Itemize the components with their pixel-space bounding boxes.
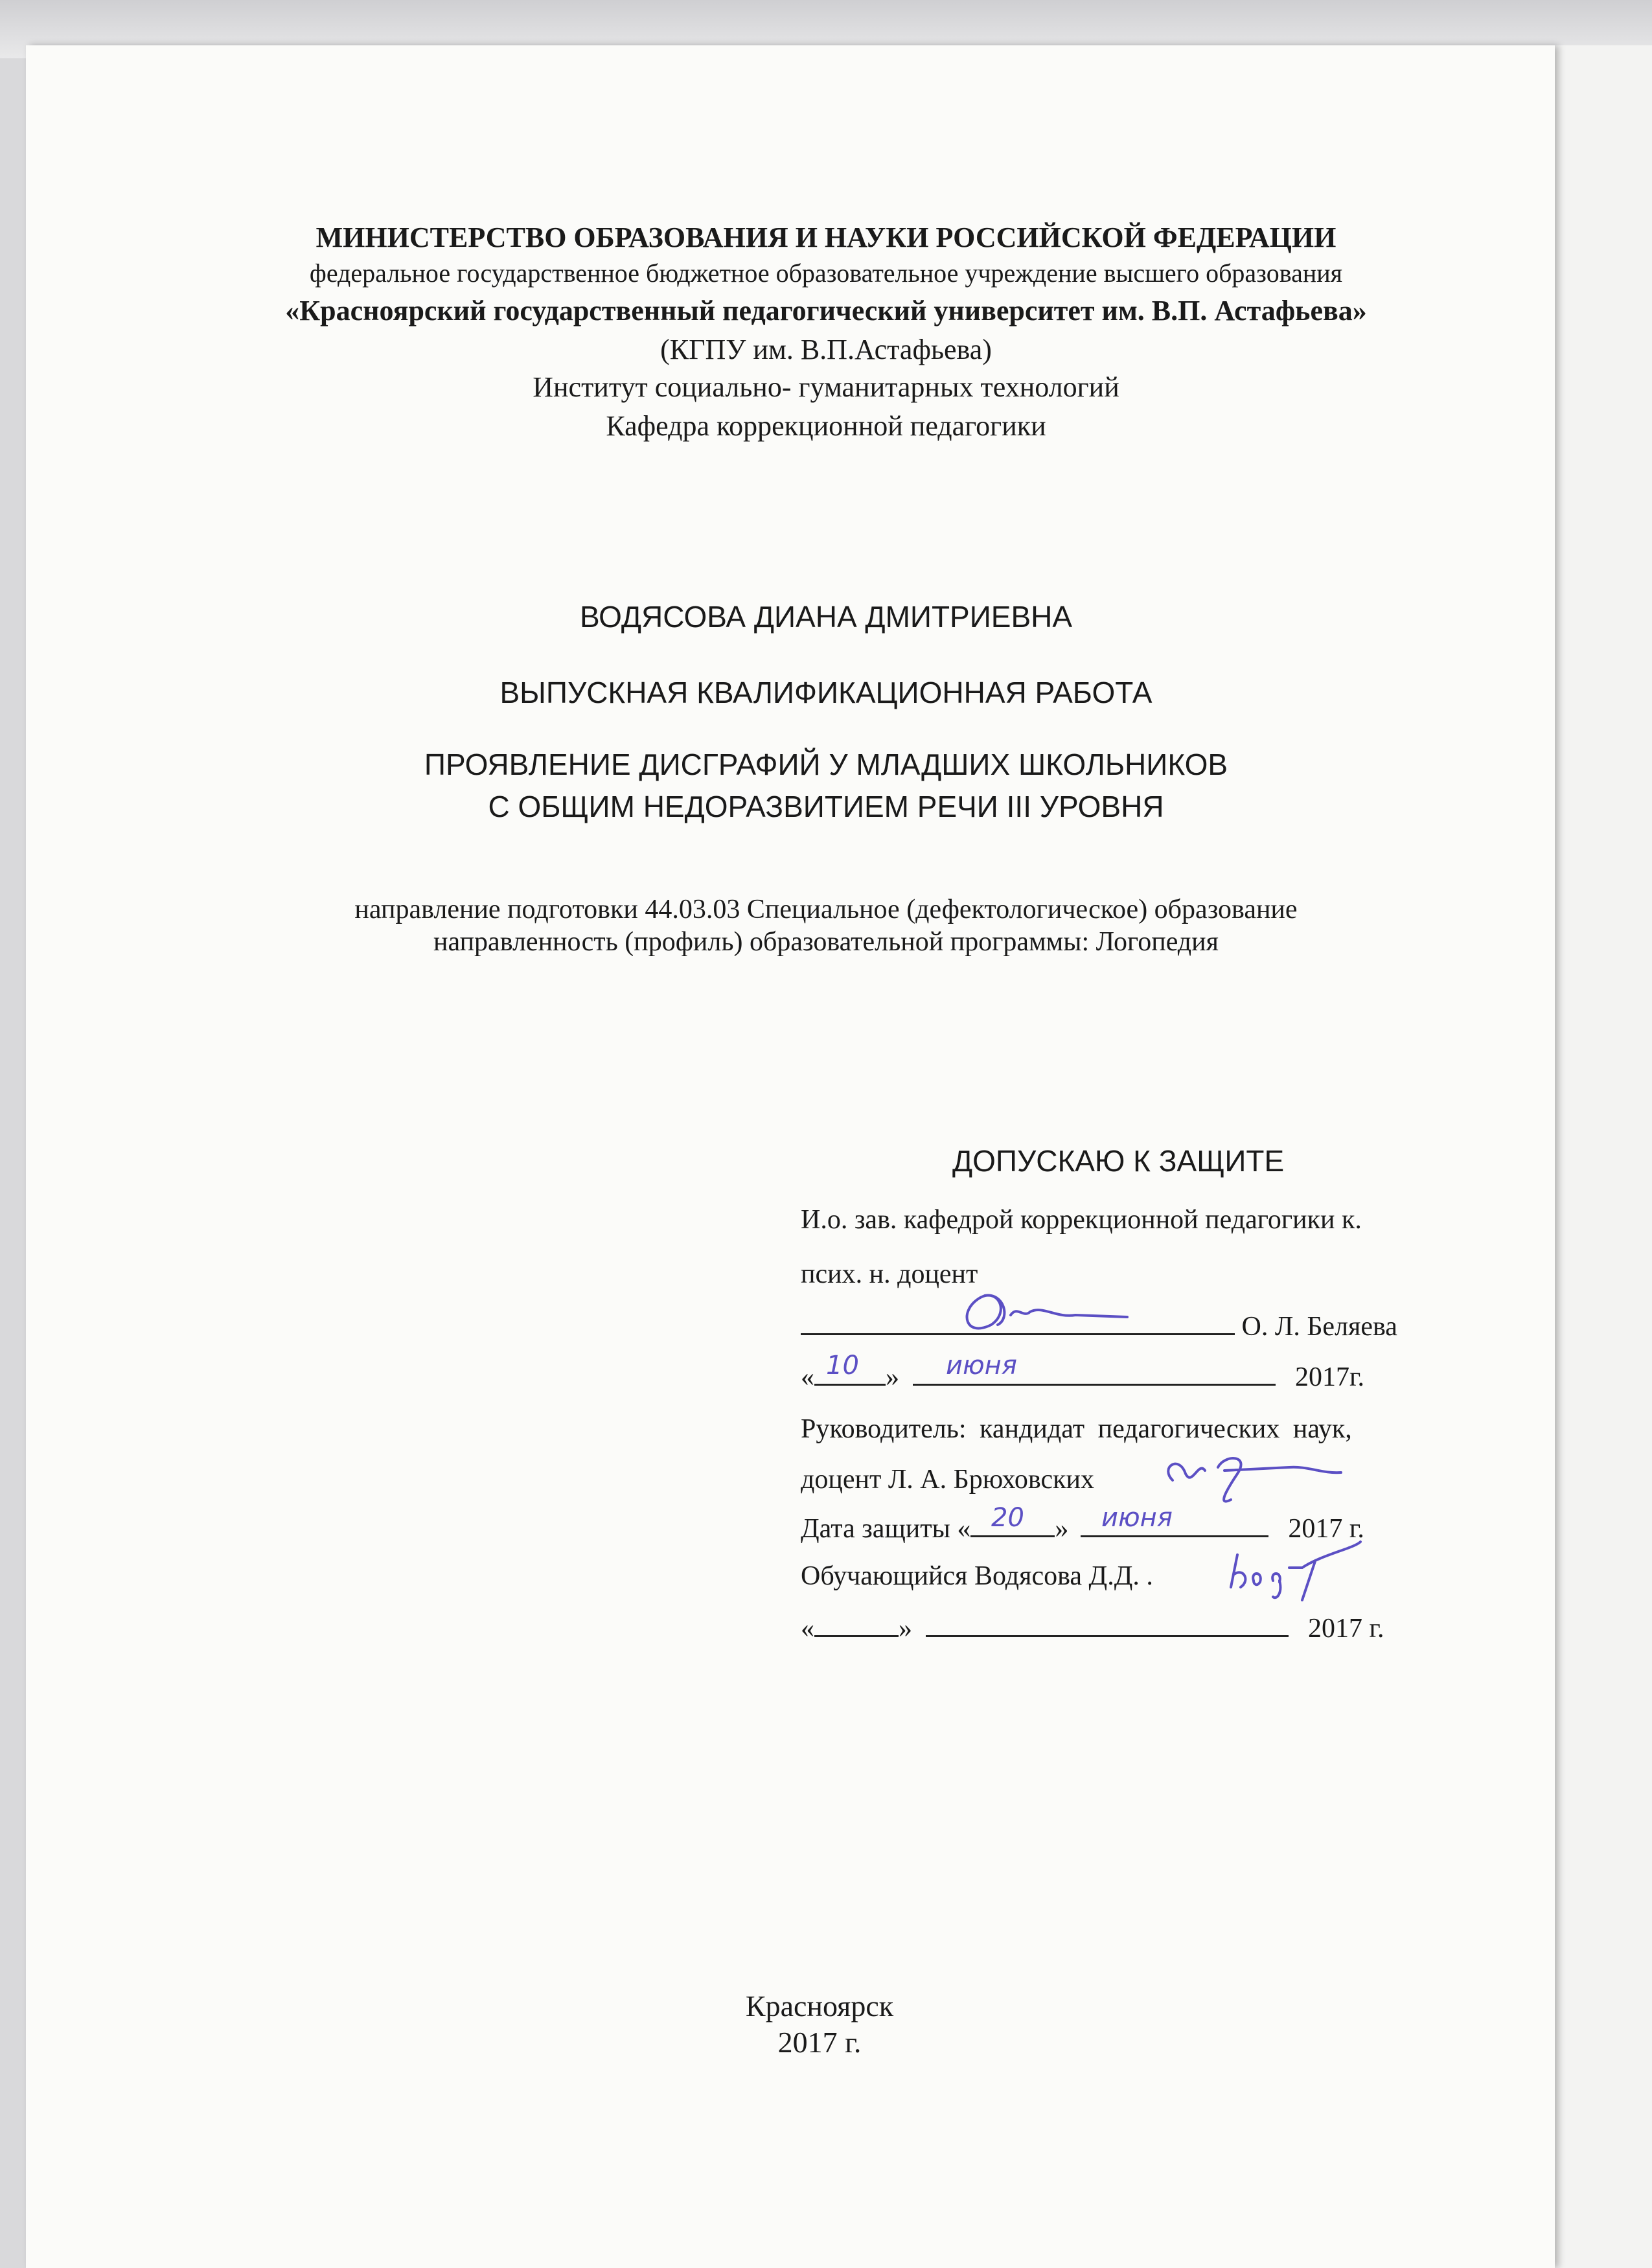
university-name: «Красноярский государственный педагогический университет им. В.П. Астафьева» — [285, 295, 1367, 326]
university-short: (КГПУ им. В.П.Астафьева) — [660, 334, 992, 365]
study-profile: направленность (профиль) образовательной программы: Логопедия — [433, 927, 1219, 957]
head-title-line-1: И.о. зав. кафедрой коррекционной педагогики к. — [801, 1205, 1362, 1235]
city: Красноярск — [745, 1989, 894, 2022]
student-day-blank — [814, 1613, 899, 1637]
head-signature — [959, 1286, 1153, 1338]
handwritten-defense-day: 20 — [991, 1503, 1024, 1533]
supervisor-signature — [1160, 1441, 1354, 1513]
defense-date-line: Дата защиты « » 2017 г. — [801, 1514, 1364, 1544]
year: 2017 г. — [777, 2026, 862, 2059]
head-title-line-2: псих. н. доцент — [801, 1259, 978, 1289]
approval-heading: ДОПУСКАЮ К ЗАЩИТЕ — [952, 1144, 1285, 1178]
work-type: ВЫПУСКНАЯ КВАЛИФИКАЦИОННАЯ РАБОТА — [499, 676, 1153, 709]
supervisor-line-2: доцент Л. А. Брюховских — [801, 1465, 1094, 1495]
handwritten-day: 10 — [826, 1351, 859, 1380]
institute-name: Институт социально- гуманитарных технологий — [533, 371, 1119, 403]
thesis-title-line-2: С ОБЩИМ НЕДОРАЗВИТИЕМ РЕЧИ III УРОВНЯ — [488, 790, 1164, 823]
supervisor-line-1: Руководитель: кандидат педагогических наук, — [801, 1414, 1352, 1444]
handwritten-month: июня — [946, 1351, 1017, 1380]
institution-type: федеральное государственное бюджетное образовательное учреждение высшего образования — [309, 258, 1343, 288]
ministry-heading: МИНИСТЕРСТВО ОБРАЗОВАНИЯ И НАУКИ РОССИЙСКОЙ ФЕДЕРАЦИИ — [315, 222, 1337, 253]
student-line: Обучающийся Водясова Д.Д. . — [801, 1561, 1153, 1591]
department-name: Кафедра коррекционной педагогики — [606, 410, 1046, 442]
author-name: ВОДЯСОВА ДИАНА ДМИТРИЕВНА — [579, 600, 1073, 634]
head-name: О. Л. Беляева — [1241, 1312, 1397, 1342]
defense-year: 2017 г. — [1288, 1514, 1364, 1544]
student-month-blank — [926, 1613, 1289, 1637]
thesis-title-line-1: ПРОЯВЛЕНИЕ ДИСГРАФИЙ У МЛАДШИХ ШКОЛЬНИКОВ — [424, 748, 1228, 781]
approval-year: 2017г. — [1295, 1362, 1364, 1392]
student-signature — [1224, 1535, 1380, 1607]
approval-date-line: « » 2017г. — [801, 1362, 1364, 1392]
study-direction: направление подготовки 44.03.03 Специальное (дефектологическое) образование — [354, 895, 1298, 924]
handwritten-defense-month: июня — [1101, 1503, 1173, 1533]
student-date-line: « » 2017 г. — [801, 1614, 1384, 1644]
student-date-year: 2017 г. — [1308, 1614, 1384, 1644]
